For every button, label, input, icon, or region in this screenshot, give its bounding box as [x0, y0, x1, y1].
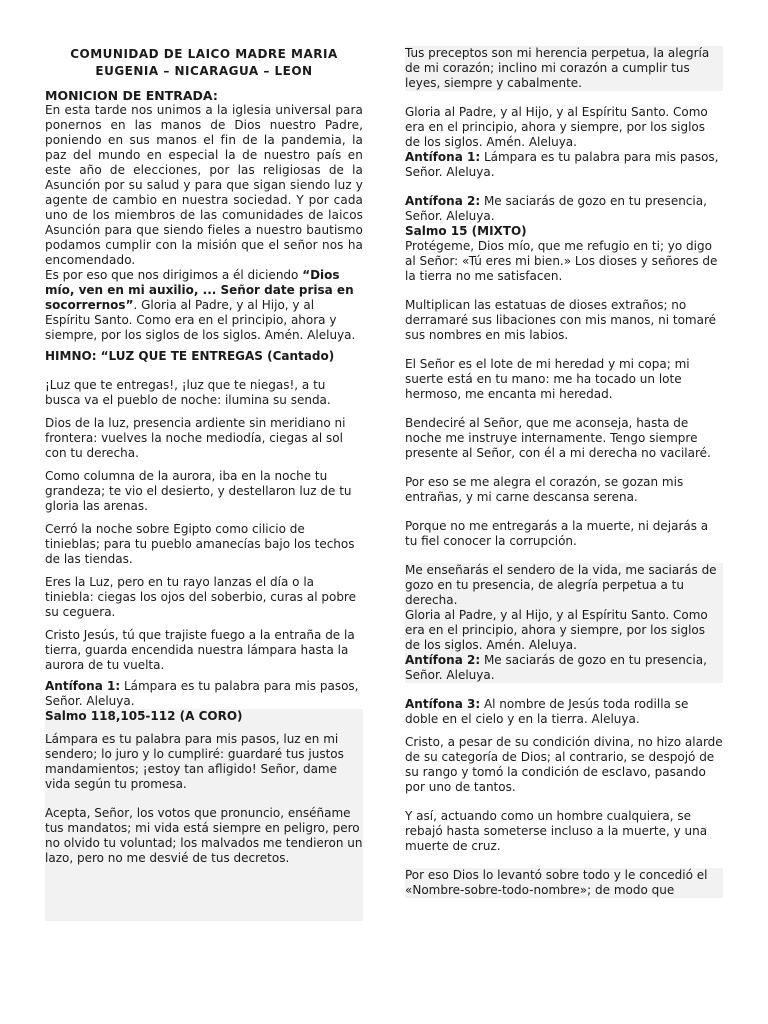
cantico-last-block [405, 868, 723, 898]
salmo15-stanza: El Señor es el lote de mi heredad y mi copa; mi suerte está en tu mano: me ha tocado un lote hermoso, me encanta mi heredad. [405, 357, 690, 401]
salmo15-stanza: Por eso se me alegra el corazón, se gozan mis entrañas, y mi carne descansa serena. [405, 475, 684, 504]
antifona2-label: Antífona 2: [405, 653, 481, 667]
himno-stanza: Cerró la noche sobre Egipto como cilicio de tinieblas; para tu pueblo amanecías bajo los techos de las tiendas. [45, 522, 355, 566]
antifona2-label: Antífona 2: [405, 194, 481, 208]
antifona1-text: Lámpara es tu palabra para mis pasos, Señor. Aleluya. [45, 679, 359, 708]
himno-stanza: Como columna de la aurora, iba en la noche tu grandeza; te vio el desierto, y destellaron luz de tu gloria las arenas. [45, 469, 352, 513]
salmo15-stanza: Bendeciré al Señor, que me aconseja, hasta de noche me instruye internamente. Tengo siempre presente al Señor, con él a mi derecha no vacilaré. [405, 416, 711, 460]
left-column [45, 0, 363, 921]
salmo118-heading: Salmo 118,105-112 (A CORO) [45, 709, 243, 723]
antifona1-paragraph [45, 679, 363, 709]
monicion-heading: MONICION DE ENTRADA: [45, 88, 218, 103]
cantico-stanza: Cristo, a pesar de su condición divina, no hizo alarde de su categoría de Dios; al contrario, se despojó de su rango y tomó la condición de esclavo, pasando por uno de tantos. [405, 735, 723, 794]
antifona1-label: Antífona 1: [45, 679, 121, 693]
antifona1-text: Lámpara es tu palabra para mis pasos, Señor. Aleluya. [405, 150, 719, 179]
antifona2-repeat [405, 653, 723, 683]
salmo15-stanza: Porque no me entregarás a la muerte, ni dejarás a tu fiel conocer la corrupción. [405, 519, 709, 548]
document-title-line2: EUGENIA – NICARAGUA – LEON [95, 64, 313, 78]
gloria-paragraph: Gloria al Padre, y al Hijo, y al Espíritu Santo. Como era en el principio, ahora y siempre, por los siglos de los siglos. Amén. Aleluya. [405, 105, 708, 149]
invocacion-pre: Es por eso que nos dirigimos a él diciendo [45, 268, 303, 282]
antifona3-label: Antífona 3: [405, 697, 481, 711]
cantico-stanza: Por eso Dios lo levantó sobre todo y le concedió el «Nombre-sobre-todo-nombre»; de modo que [405, 868, 708, 897]
salmo15-heading: Salmo 15 (MIXTO) [405, 224, 527, 238]
salmo15-stanza: Protégeme, Dios mío, que me refugio en ti; yo digo al Señor: «Tú eres mi bien.» Los dioses y señores de la tierra no me satisfacen. [405, 239, 718, 283]
himno-stanza: Dios de la luz, presencia ardiente sin meridiano ni frontera: vuelves la noche mediodía, ciegas al sol con tu derecha. [45, 416, 346, 460]
salmo15-stanza: Multiplican las estatuas de dioses extraños; no derramaré sus libaciones con mis manos, ni tomaré sus nombres en mis labios. [405, 298, 717, 342]
salmo118-stanza: Lámpara es tu palabra para mis pasos, luz en mi sendero; lo juro y lo cumpliré: guardaré tus justos mandamientos; ¡estoy tan afligido! Señor, dame vida según tu promesa. [45, 732, 344, 791]
antifona2-paragraph [405, 194, 723, 224]
himno-heading: HIMNO: “LUZ QUE TE ENTREGAS (Cantado) [45, 349, 335, 363]
antifona3-paragraph [405, 697, 723, 727]
invocacion-paragraph [45, 268, 363, 343]
himno-stanza: Cristo Jesús, tú que trajiste fuego a la entraña de la tierra, guarda encendida nuestra lámpara hasta la aurora de tu vuelta. [45, 628, 355, 672]
antifona3-text: Al nombre de Jesús toda rodilla se doble en el cielo y en la tierra. Aleluya. [405, 697, 689, 726]
salmo118-block [45, 709, 363, 921]
salmo15-stanza: Me enseñarás el sendero de la vida, me saciarás de gozo en tu presencia, de alegría perpetua a tu derecha. [405, 563, 717, 607]
salmo118-continuation [405, 46, 723, 91]
antifona2-text: Me saciarás de gozo en tu presencia, Señor. Aleluya. [405, 194, 707, 223]
salmo118-stanza: Acepta, Señor, los votos que pronuncio, enséñame tus mandatos; mi vida está siempre en peligro, pero no olvido tu voluntad; los malvados me tendieron un lazo, pero no me desvié de tus decretos. [45, 806, 363, 865]
salmo118-stanza: Tus preceptos son mi herencia perpetua, la alegría de mi corazón; inclino mi corazón a cumplir tus leyes, siempre y cabalmente. [405, 46, 710, 90]
document-title-line1: COMUNIDAD DE LAICO MADRE MARIA [70, 47, 338, 61]
monicion-text: En esta tarde nos unimos a la iglesia universal para ponernos en las manos de Dios nuestro Padre, poniendo en sus manos el fin de la pandemia, la paz del mundo en especial la de nuestro país en este año de elecciones, por las religiosas de la Asunción por su salud y para que sigan siendo luz y agente de cambio en nuestra sociedad. Y por cada uno de los miembros de las comunidades de laicos Asunción para que siendo fieles a nuestro bautismo podamos cumplir con la misión que el señor nos ha encomendado. [45, 103, 363, 267]
gloria-paragraph: Gloria al Padre, y al Hijo, y al Espíritu Santo. Como era en el principio, ahora y siempre, por los siglos de los siglos. Amén. Aleluya. [405, 608, 708, 652]
invocacion-bold: “Dios mío, ven en mi auxilio, ... Señor date prisa en socorrernos” [45, 268, 354, 312]
cantico-stanza: Y así, actuando como un hombre cualquiera, se rebajó hasta someterse incluso a la muerte, y una muerte de cruz. [405, 809, 708, 853]
antifona1-repeat [405, 150, 723, 180]
salmo15-last-block [405, 563, 723, 683]
right-column [405, 0, 723, 898]
invocacion-post: . Gloria al Padre, y al Hijo, y al Espíritu Santo. Como era en el principio, ahora y siempre, por los siglos de los siglos. Amén. Aleluya. [45, 298, 356, 342]
antifona1-label: Antífona 1: [405, 150, 481, 164]
himno-stanza: ¡Luz que te entregas!, ¡luz que te niegas!, a tu busca va el pueblo de noche: ilumina su senda. [45, 378, 331, 407]
antifona2-text: Me saciarás de gozo en tu presencia, Señor. Aleluya. [405, 653, 707, 682]
himno-stanza: Eres la Luz, pero en tu rayo lanzas el día o la tiniebla: ciegas los ojos del soberbio, curas al pobre su ceguera. [45, 575, 356, 619]
